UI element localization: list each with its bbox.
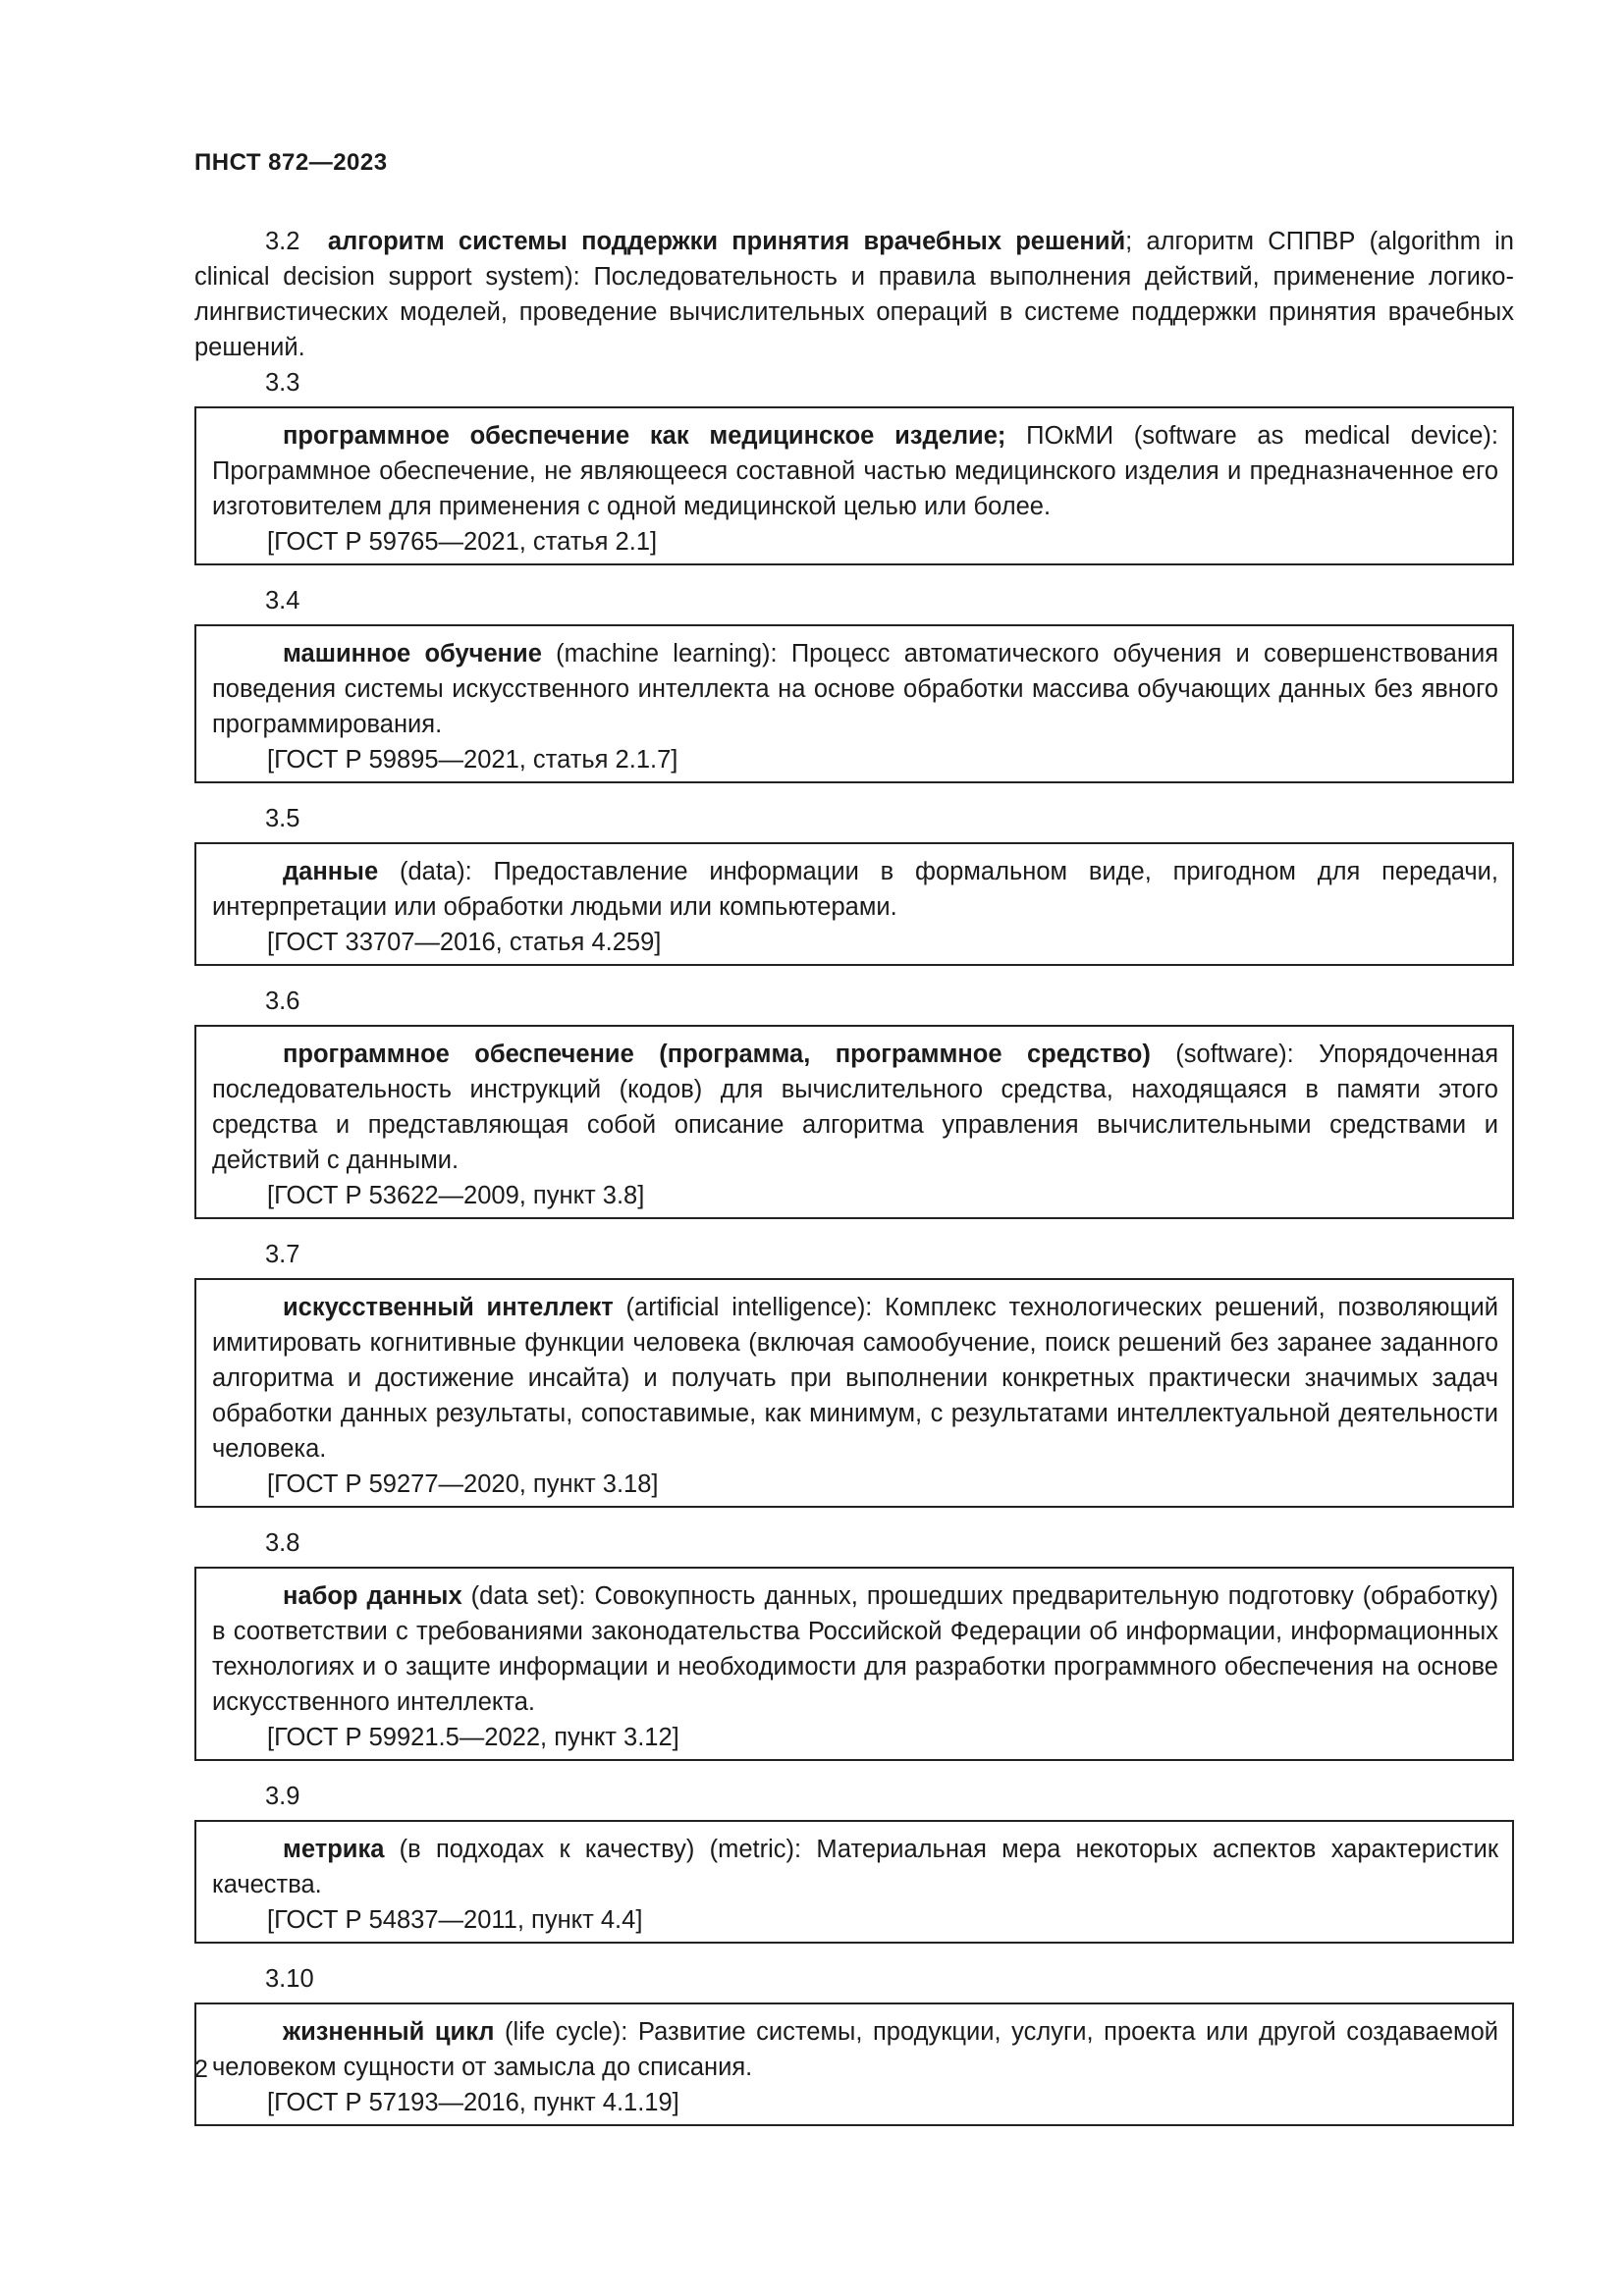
term-number: 3.2 xyxy=(265,228,300,255)
term-number: 3.8 xyxy=(265,1529,300,1557)
term-title: программное обеспечение (программа, программное средство) xyxy=(283,1041,1151,1068)
definition-text xyxy=(212,2014,1498,2085)
definition-box xyxy=(194,1820,1514,1944)
source-reference: [ГОСТ Р 53622—2009, пункт 3.8] xyxy=(267,1182,645,1209)
definition-box xyxy=(194,624,1514,783)
term-number: 3.3 xyxy=(265,369,300,397)
term-number: 3.9 xyxy=(265,1783,300,1810)
term-title: жизненный цикл xyxy=(283,2018,495,2046)
definition-box xyxy=(194,1567,1514,1761)
definition-text xyxy=(212,1037,1498,1178)
definition-box xyxy=(194,842,1514,966)
source-reference: [ГОСТ Р 59765—2021, статья 2.1] xyxy=(267,528,658,556)
term-number: 3.6 xyxy=(265,988,300,1015)
term-number: 3.4 xyxy=(265,587,300,614)
term-number: 3.10 xyxy=(265,1965,314,1993)
definition-text xyxy=(212,1578,1498,1720)
term-definition: (machine learning): Процесс автоматического обучения и совершенствования поведения системы искусственного интеллекта на основе обработки массива обучающих данных без явного программирования. xyxy=(212,640,1498,738)
term-number: 3.5 xyxy=(265,805,300,832)
term-definition: (data set): Совокупность данных, прошедших предварительную подготовку (обработку) в соответствии с требованиями законодательства Российской Федерации об информации, информационных технологиях и о защите информации и необходимости для разработки программного обеспечения на основе искусственного интеллекта. xyxy=(212,1582,1498,1716)
definition-text xyxy=(212,636,1498,742)
definition-text xyxy=(212,1290,1498,1467)
source-reference: [ГОСТ Р 59895—2021, статья 2.1.7] xyxy=(267,746,678,774)
definition-text xyxy=(212,418,1498,524)
term-title: данные xyxy=(283,858,379,885)
term-title: программное обеспечение как медицинское изделие; xyxy=(283,422,1006,450)
terms-section xyxy=(194,224,1514,2126)
term-title: набор данных xyxy=(283,1582,462,1610)
page-number: 2 xyxy=(194,2056,208,2083)
definition-text xyxy=(212,854,1498,925)
term-3-2 xyxy=(194,224,1514,365)
term-definition: (life cycle): Развитие системы, продукции, услуги, проекта или другой создаваемой человеком сущности от замысла до списания. xyxy=(212,2018,1498,2081)
term-definition: (artificial intelligence): Комплекс технологических решений, позволяющий имитировать когнитивные функции человека (включая самообучение, поиск решений без заранее заданного алгоритма и достижение инсайта) и получать при выполнении конкретных практически значимых задач обработки данных результаты, сопоставимые, как минимум, с результатами интеллектуальной деятельности человека. xyxy=(212,1294,1498,1463)
term-definition: (software): Упорядоченная последовательность инструкций (кодов) для вычислительного средства, находящаяся в памяти этого средства и представляющая собой описание алгоритма управления вычислительными средствами и действий с данными. xyxy=(212,1041,1499,1174)
definition-box xyxy=(194,1025,1514,1219)
source-reference: [ГОСТ Р 59277—2020, пункт 3.18] xyxy=(267,1470,659,1498)
term-definition: ПОкМИ (software as medical device): Программное обеспечение, не являющееся составной частью медицинского изделия и предназначенное его изготовителем для применения с одной медицинской целью или более. xyxy=(212,422,1498,520)
term-title: искусственный интеллект xyxy=(283,1294,614,1321)
source-reference: [ГОСТ Р 54837—2011, пункт 4.4] xyxy=(267,1906,643,1934)
definition-box xyxy=(194,406,1514,565)
term-title: метрика xyxy=(283,1836,385,1863)
term-title: машинное обучение xyxy=(283,640,542,667)
term-title: алгоритм системы поддержки принятия врачебных решений xyxy=(327,228,1126,255)
term-definition: ; алгоритм СППВР (algorithm in clinical decision support system): Последовательность и правила выполнения действий, применение логико-лингвистических моделей, проведение вычислительных операций в системе поддержки принятия врачебных решений. xyxy=(194,228,1514,361)
source-reference: [ГОСТ Р 59921.5—2022, пункт 3.12] xyxy=(267,1724,679,1751)
definition-box xyxy=(194,2002,1514,2126)
definition-text xyxy=(212,1832,1498,1902)
term-definition: (в подходах к качеству) (metric): Материальная мера некоторых аспектов характеристик качества. xyxy=(212,1836,1498,1898)
source-reference: [ГОСТ 33707—2016, статья 4.259] xyxy=(267,929,662,956)
document-id: ПНСТ 872—2023 xyxy=(194,149,388,176)
source-reference: [ГОСТ Р 57193—2016, пункт 4.1.19] xyxy=(267,2089,679,2116)
term-number: 3.7 xyxy=(265,1241,300,1268)
term-definition: (data): Предоставление информации в формальном виде, пригодном для передачи, интерпретации или обработки людьми или компьютерами. xyxy=(212,858,1498,921)
definition-box xyxy=(194,1278,1514,1508)
